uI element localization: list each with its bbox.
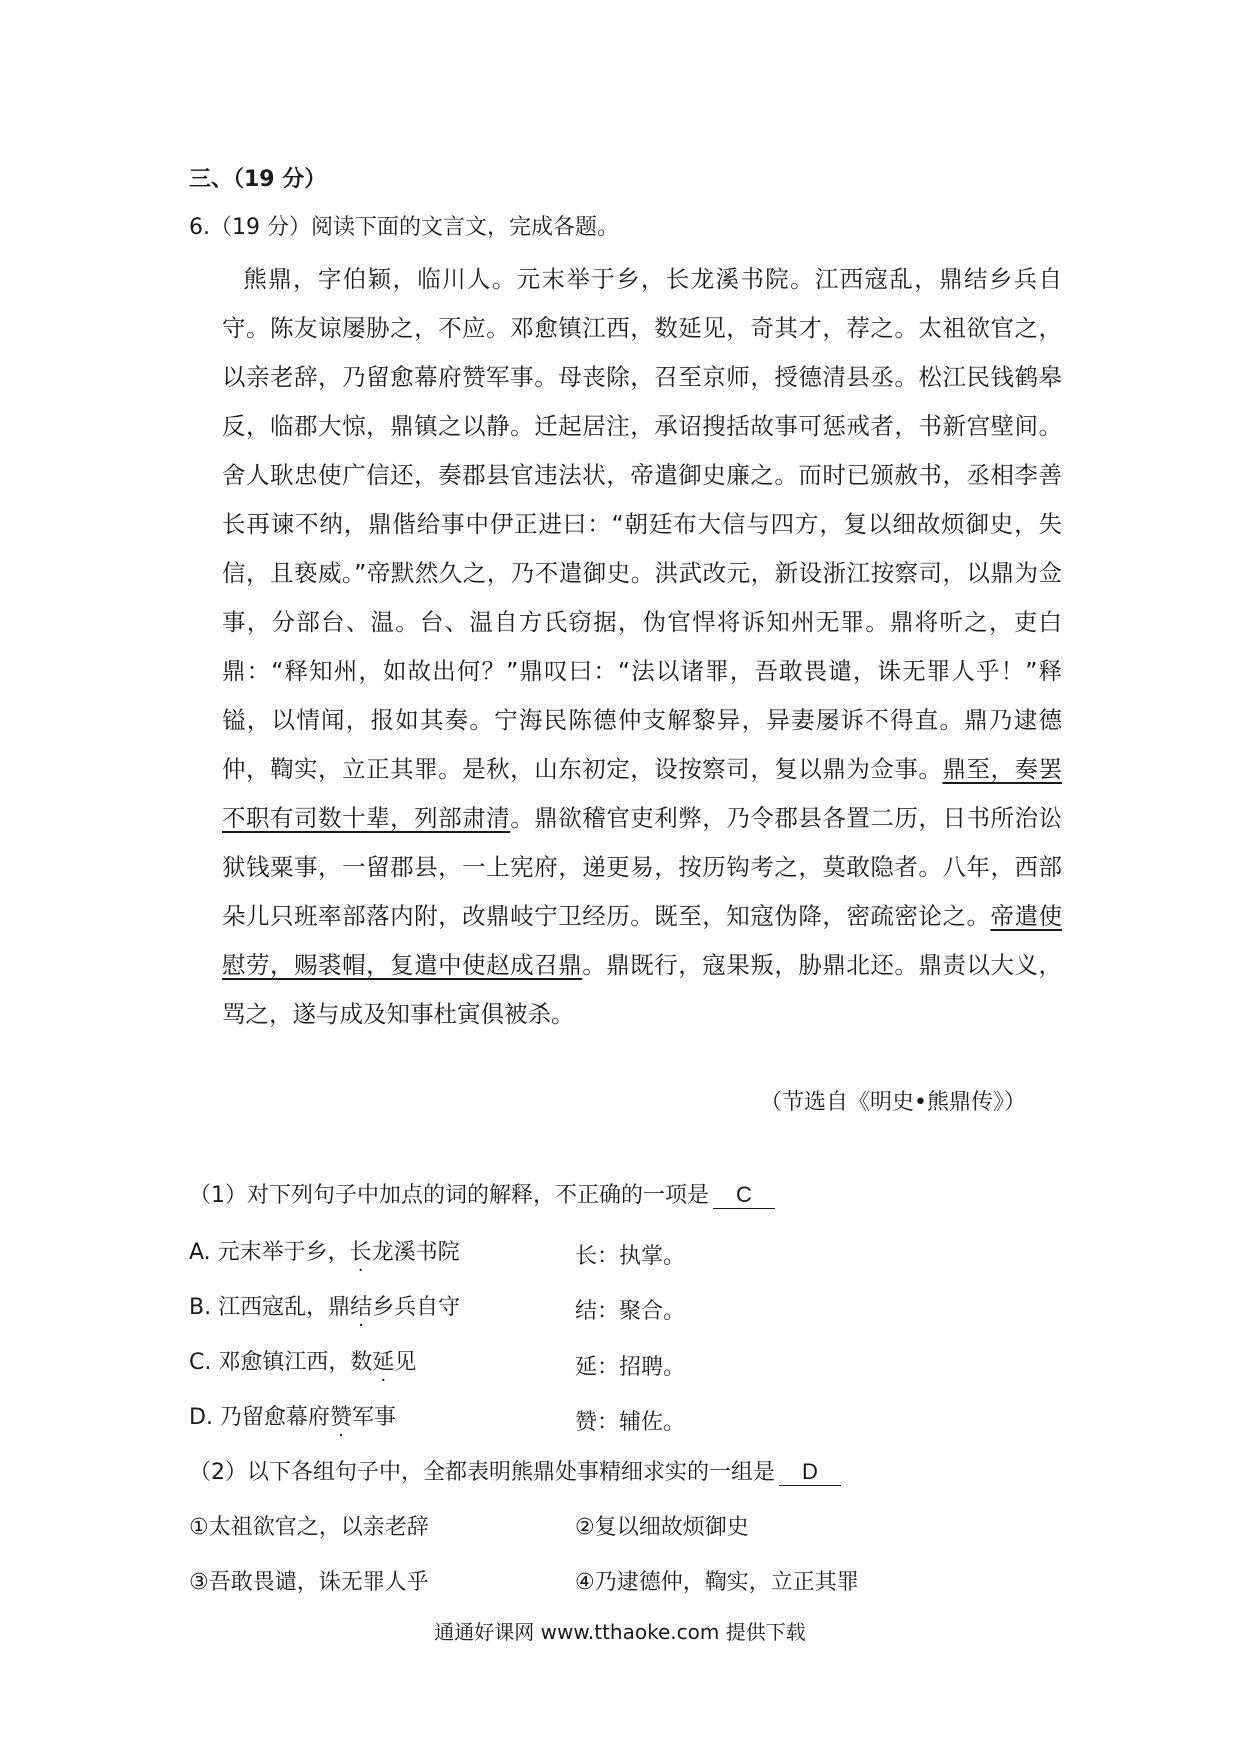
option-b-dotted-word: 结 bbox=[350, 1295, 373, 1320]
option-c bbox=[189, 1345, 416, 1376]
sub-question-2-answer: D bbox=[779, 1459, 841, 1486]
option-b-gloss: 结：聚合。 bbox=[575, 1299, 686, 1324]
sub2-item-1: ①太祖欲官之，以亲老辞 bbox=[189, 1515, 429, 1540]
sub-question-1-prompt: （1）对下列句子中加点的词的解释，不正确的一项是 bbox=[189, 1183, 709, 1208]
option-b-pre: B. 江西寇乱，鼎 bbox=[189, 1295, 351, 1320]
option-c-gloss: 延：招聘。 bbox=[575, 1355, 686, 1380]
page-footer: 通通好课网 www.tthaoke.com 提供下载 bbox=[434, 1620, 806, 1644]
option-a-gloss: 长：执掌。 bbox=[575, 1244, 686, 1269]
passage-text-3: 。鼎既行，寇果叛，胁鼎北还。鼎责以大义，骂之，遂与成及知事杜寅俱被杀。 bbox=[222, 951, 1063, 1028]
passage-text-1: 熊鼎，字伯颖，临川人。元末举于乡，长龙溪书院。江西寇乱，鼎结乡兵自守。陈友谅屡胁之，不应。邓愈镇江西，数延见，奇其才，荐之。太祖欲官之，以亲老辞，乃留愈幕府赞军事。母丧除，召至京师，授德清县丞。松江民钱鹤皋反，临郡大惊，鼎镇之以静。迁起居注，承诏搜括故事可惩戒者，书新宫壁间。舍人耿忠使广信还，奏郡县官违法状，帝遣御史廉之。而时已颁赦书，丞相李善长再谏不纳，鼎偕给事中伊正进曰：“朝廷布大信与四方，复以细故烦御史，失信，且亵威。”帝默然久之，乃不遣御史。洪武改元，新设浙江按察司，以鼎为佥事，分部台、温。台、温自方氏窃据，伪官悍将诉知州无罪。鼎将听之，吏白鼎：“释知州，如故出何？”鼎叹曰：“法以诸罪，吾敢畏谴，诛无罪人乎！”释镒，以情闻，报如其奏。宁海民陈德仲支解黎异，异妻屡诉不得直。鼎乃逮德仲，鞫实，立正其罪。是秋，山东初定，设按察司，复以鼎为佥事。 bbox=[222, 265, 1062, 783]
underlined-sentence-1: 鼎至，奏罢不职有司数十辈，列部肃清 bbox=[222, 755, 1063, 832]
question-intro: 6.（19 分）阅读下面的文言文，完成各题。 bbox=[189, 215, 619, 240]
option-d-gloss: 赞：辅佐。 bbox=[575, 1410, 686, 1435]
sub-question-1 bbox=[189, 1178, 775, 1209]
passage-text-2: 。鼎欲稽官吏利弊，乃令郡县各置二历，日书所治讼狱钱粟事，一留郡县，一上宪府，递更易，按历钩考之，莫敢隐者。八年，西部朵儿只班率部落内附，改鼎岐宁卫经历。既至，知寇伪降，密疏密论之。 bbox=[222, 804, 1063, 930]
option-b-post: 乡兵自守 bbox=[372, 1295, 461, 1320]
sub2-item-4: ④乃逮德仲，鞫实，立正其罪 bbox=[575, 1570, 859, 1595]
option-a-post: 龙溪书院 bbox=[371, 1240, 460, 1265]
option-d-pre: D. 乃留愈幕府 bbox=[189, 1405, 330, 1430]
sub2-item-2: ②复以细故烦御史 bbox=[575, 1515, 749, 1540]
underlined-sentence-2: 帝遣使慰劳，赐裘帽，复遣中使赵成召鼎 bbox=[222, 902, 1063, 979]
option-a bbox=[189, 1235, 460, 1266]
option-d-post: 军事 bbox=[351, 1405, 396, 1430]
option-a-pre: A. 元末举于乡， bbox=[189, 1240, 350, 1265]
section-heading: 三、（19 分） bbox=[189, 167, 327, 192]
sub-question-2-prompt: （2）以下各组句子中，全都表明熊鼎处事精细求实的一组是 bbox=[189, 1460, 775, 1485]
option-d bbox=[189, 1400, 396, 1431]
sub2-item-3: ③吾敢畏谴，诛无罪人乎 bbox=[189, 1570, 429, 1595]
classical-passage bbox=[222, 255, 1062, 1039]
option-c-post: 见 bbox=[394, 1350, 417, 1375]
option-c-dotted-word: 延 bbox=[372, 1350, 395, 1375]
option-a-dotted-word: 长 bbox=[349, 1240, 372, 1265]
sub-question-1-answer: C bbox=[713, 1182, 775, 1209]
passage-source: （节选自《明史•熊鼎传》） bbox=[760, 1090, 1026, 1115]
option-d-dotted-word: 赞 bbox=[329, 1405, 352, 1430]
sub-question-2 bbox=[189, 1455, 841, 1486]
option-b bbox=[189, 1290, 460, 1321]
option-c-pre: C. 邓愈镇江西，数 bbox=[189, 1350, 373, 1375]
